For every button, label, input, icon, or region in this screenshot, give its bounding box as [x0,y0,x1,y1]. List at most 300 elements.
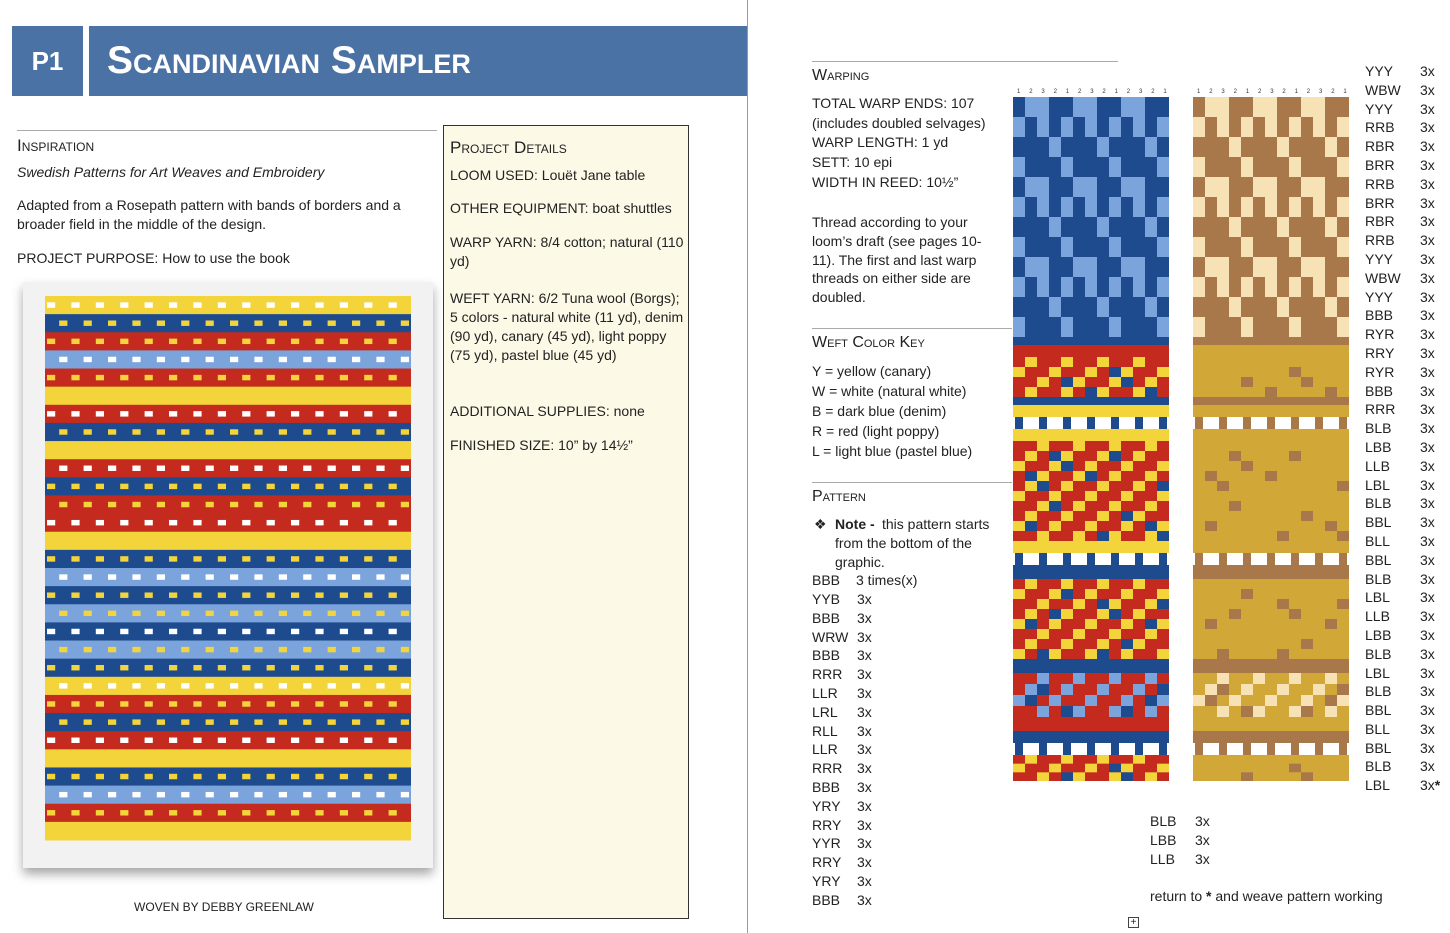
woven-float [193,520,201,525]
band-motif-cell [1025,579,1037,589]
woven-float [96,520,104,525]
woven-float [267,556,275,561]
band-check-cell [1063,743,1071,755]
band-motif-cell [1133,579,1145,589]
band-motif-cell [1301,695,1313,706]
woven-float [401,611,409,616]
woven-float [145,375,153,380]
woven-float [340,556,348,561]
band-motif-cell [1301,706,1313,717]
field-motif-cell [1073,97,1085,117]
woven-float [47,339,55,344]
draft-graphic-primary [1013,85,1173,785]
band-check-cell [1063,417,1071,429]
woven-float [206,647,214,652]
woven-float [193,629,201,634]
woven-float [108,538,116,543]
band-motif-cell [1097,451,1109,461]
field-motif-cell [1265,277,1277,297]
weft-key-rule [812,328,1012,329]
woven-float [218,592,226,597]
band-motif-cell [1121,706,1133,717]
woven-float [230,429,238,434]
woven-float [59,611,67,616]
band-motif-cell [1085,461,1097,471]
woven-float [145,665,153,670]
band-motif-cell [1013,491,1025,501]
band-motif-cell [1013,521,1025,531]
band-motif-cell [1157,481,1169,491]
band-motif-cell [1121,461,1133,471]
woven-float [120,738,128,743]
woven-float [230,502,238,507]
woven-float [157,683,165,688]
field-motif-cell [1313,277,1325,297]
band-motif-cell [1253,441,1265,451]
woven-float [291,556,299,561]
woven-float [279,502,287,507]
woven-float [267,411,275,416]
project-details-heading: Project Details [450,138,567,157]
woven-float [71,302,79,307]
band-solid [1013,337,1169,345]
band-motif-cell [1109,441,1121,451]
band-motif-cell [1037,471,1049,481]
band-motif-cell [1085,589,1097,599]
woven-float [96,774,104,779]
band-motif-cell [1121,521,1133,531]
woven-float [291,592,299,597]
woven-float [291,810,299,815]
woven-float [328,502,336,507]
field-motif-cell [1337,197,1349,217]
band-check-cell [1111,417,1119,429]
warping-line: TOTAL WARP ENDS: 107 [812,95,975,111]
woven-float [340,302,348,307]
woven-float [71,810,79,815]
field-motif-cell [1229,217,1241,237]
field-motif-cell [1301,177,1313,197]
note-text: this pattern starts from the bottom of the graphic. [835,516,990,570]
band-motif-cell [1289,501,1301,511]
woven-float [315,629,323,634]
band-motif-cell [1289,377,1301,387]
field-motif-cell [1289,317,1301,337]
detail-supplies: ADDITIONAL SUPPLIES: none [450,403,645,419]
woven-float [108,357,116,362]
weft-key-item: L = light blue (pastel blue) [812,443,973,459]
woven-float [279,538,287,543]
woven-float [376,756,384,761]
field-motif-cell [1157,197,1169,217]
band-motif-cell [1205,695,1217,706]
woven-float [352,502,360,507]
woven-float [108,756,116,761]
band-motif-cell [1049,589,1061,599]
woven-float [315,665,323,670]
woven-float [242,774,250,779]
field-motif-cell [1013,197,1025,217]
woven-float [401,466,409,471]
woven-float [218,375,226,380]
band-motif-cell [1217,649,1229,659]
band-check-cell [1267,743,1275,755]
band-check-cell [1267,417,1275,429]
woven-float [242,484,250,489]
band-motif-cell [1337,491,1349,501]
woven-float [108,611,116,616]
band-motif-cell [1265,491,1277,501]
field-motif-cell [1265,177,1277,197]
woven-float [71,774,79,779]
woven-float [132,683,140,688]
woven-float [157,357,165,362]
woven-float [181,393,189,398]
woven-float [328,828,336,833]
band-motif-cell [1037,673,1049,684]
band-motif-cell [1241,684,1253,695]
band-check-cell [1195,743,1203,755]
woven-float [303,792,311,797]
band-motif-cell [1193,491,1205,501]
woven-float [59,828,67,833]
band-motif-cell [1145,377,1157,387]
woven-float [59,647,67,652]
band-check-cell [1291,417,1299,429]
woven-float [108,393,116,398]
woven-float [401,828,409,833]
expand-icon[interactable]: + [1128,917,1139,928]
band-motif-cell [1253,377,1265,387]
woven-float [389,302,397,307]
woven-float [267,447,275,452]
field-motif-cell [1061,117,1073,137]
woven-float [193,701,201,706]
woven-float [230,647,238,652]
band-check-cell [1243,417,1251,429]
woven-float [328,574,336,579]
band-motif-cell [1085,367,1097,377]
field-motif-cell [1013,157,1025,177]
band-solid [1193,405,1349,417]
band-motif-cell [1037,772,1049,781]
woven-float [108,320,116,325]
woven-float [291,484,299,489]
field-motif-cell [1193,117,1205,137]
woven-float [47,375,55,380]
woven-float [303,756,311,761]
woven-float [120,774,128,779]
field-motif-cell [1097,137,1109,157]
woven-float [169,629,177,634]
woven-float [242,738,250,743]
woven-float [145,302,153,307]
woven-float [84,574,92,579]
band-solid [1193,397,1349,405]
band-motif-cell [1097,511,1109,521]
woven-float [71,375,79,380]
band-motif-cell [1013,589,1025,599]
woven-float [193,302,201,307]
woven-float [376,647,384,652]
field-motif-cell [1313,97,1325,117]
woven-float [157,538,165,543]
field-motif-cell [1229,297,1241,317]
woven-float [376,611,384,616]
band-motif-cell [1325,619,1337,629]
woven-float [303,611,311,616]
woven-float [157,502,165,507]
woven-float [59,429,67,434]
woven-float [254,429,262,434]
woven-float [193,411,201,416]
woven-float [267,375,275,380]
band-motif-cell [1325,441,1337,451]
band-motif-cell [1025,511,1037,521]
band-motif-cell [1061,639,1073,649]
band-motif-cell [1301,461,1313,471]
band-motif-cell [1097,531,1109,541]
woven-float [291,665,299,670]
band-motif-cell [1277,357,1289,367]
woven-float [132,502,140,507]
field-motif-cell [1265,257,1277,277]
woven-float [169,411,177,416]
draft-thread-number: 2 [1126,89,1131,95]
woven-float [59,357,67,362]
band-motif-cell [1157,764,1169,773]
band-check-cell [1159,743,1167,755]
band-motif-cell [1325,706,1337,717]
band-motif-cell [1193,695,1205,706]
band-motif-cell [1073,501,1085,511]
band-motif-cell [1241,579,1253,589]
woven-float [218,665,226,670]
woven-float [206,429,214,434]
field-motif-cell [1265,97,1277,117]
woven-float [315,302,323,307]
band-motif-cell [1013,461,1025,471]
woven-float [108,828,116,833]
woven-float [389,411,397,416]
field-motif-cell [1085,277,1097,297]
band-solid [1193,659,1349,673]
field-motif-cell [1037,97,1049,117]
band-motif-cell [1325,772,1337,781]
field-motif-cell [1277,217,1289,237]
band-motif-cell [1205,684,1217,695]
woven-float [218,738,226,743]
band-motif-cell [1025,639,1037,649]
woven-float [389,810,397,815]
woven-float [328,393,336,398]
woven-float [193,665,201,670]
band-motif-cell [1337,764,1349,773]
band-motif-cell [1085,649,1097,659]
woven-float [181,756,189,761]
woven-float [96,665,104,670]
woven-float [291,375,299,380]
woven-float [279,756,287,761]
weft-key-item: W = white (natural white) [812,383,967,399]
woven-float [47,810,55,815]
woven-float [254,538,262,543]
band-motif-cell [1049,501,1061,511]
band-motif-cell [1193,521,1205,531]
band-motif-cell [1145,387,1157,397]
band-motif-cell [1205,619,1217,629]
woven-float [157,719,165,724]
woven-float [340,629,348,634]
field-motif-cell [1061,237,1073,257]
weft-key-item: Y = yellow (canary) [812,363,932,379]
band-motif-cell [1301,619,1313,629]
woven-float [328,466,336,471]
woven-float [169,520,177,525]
drawdown-primary [1013,85,1173,785]
woven-float [389,592,397,597]
band-motif-cell [1325,599,1337,609]
woven-float [364,629,372,634]
woven-float [303,393,311,398]
thread-note: Thread according to your loom’s draft (see pages 10-11). The first and last warp threads on either side are doubled. [812,214,982,306]
weft-key-item: B = dark blue (denim) [812,403,947,419]
field-motif-cell [1049,217,1061,237]
woven-float [181,502,189,507]
woven-float [364,411,372,416]
field-motif-cell [1193,197,1205,217]
woven-float [242,629,250,634]
woven-float [254,466,262,471]
woven-float [120,484,128,489]
band-motif-cell [1085,491,1097,501]
band-check-cell [1195,417,1203,429]
band-motif-cell [1157,521,1169,531]
band-motif-cell [1205,755,1217,764]
woven-float [279,647,287,652]
warping-details [812,94,986,193]
woven-float [206,792,214,797]
woven-float [254,647,262,652]
band-motif-cell [1217,501,1229,511]
woven-float [84,502,92,507]
field-motif-cell [1109,317,1121,337]
woven-float [169,339,177,344]
field-motif-cell [1085,197,1097,217]
band-check-cell [1135,553,1143,565]
field-motif-cell [1301,257,1313,277]
band-motif-cell [1073,629,1085,639]
woven-float [352,429,360,434]
band-motif-cell [1277,755,1289,764]
band-motif-cell [1049,491,1061,501]
woven-float [315,738,323,743]
band-check-cell [1087,553,1095,565]
woven-float [267,339,275,344]
woven-float [340,447,348,452]
band-motif-cell [1301,649,1313,659]
woven-float [401,756,409,761]
woven-float [352,647,360,652]
woven-float [47,556,55,561]
woven-float [59,538,67,543]
field-motif-cell [1121,97,1133,117]
woven-float [157,466,165,471]
woven-float [340,810,348,815]
repeat-instruction: return to * and weave pattern working [1150,888,1383,904]
band-motif-cell [1061,461,1073,471]
woven-float [230,393,238,398]
band-motif-cell [1217,706,1229,717]
band-motif-cell [1253,673,1265,684]
band-motif-cell [1025,451,1037,461]
woven-float [401,538,409,543]
band-motif-cell [1121,764,1133,773]
woven-float [157,429,165,434]
woven-float [340,375,348,380]
band-motif-cell [1097,387,1109,397]
band-motif-cell [1253,706,1265,717]
draft-thread-number: 2 [1102,89,1106,95]
band-motif-cell [1241,755,1253,764]
draft-thread-number: 1 [1245,89,1250,95]
woven-float [242,411,250,416]
band-motif-cell [1241,451,1253,461]
band-motif-cell [1205,639,1217,649]
woven-float [206,466,214,471]
field-motif-cell [1313,117,1325,137]
band-check-cell [1291,743,1299,755]
woven-float [364,810,372,815]
band-motif-cell [1121,377,1133,387]
woven-float [364,484,372,489]
woven-float [230,683,238,688]
band-motif-cell [1145,501,1157,511]
band-motif-cell [1037,649,1049,659]
field-motif-cell [1289,197,1301,217]
band-motif-cell [1121,589,1133,599]
field-motif-cell [1325,217,1337,237]
woven-float [120,810,128,815]
woven-float [254,828,262,833]
woven-float [71,701,79,706]
woven-float [169,738,177,743]
woven-float [352,357,360,362]
woven-float [303,828,311,833]
band-motif-cell [1121,367,1133,377]
band-motif-cell [1325,387,1337,397]
band-motif-cell [1241,481,1253,491]
band-motif-cell [1073,772,1085,781]
inspiration-heading: Inspiration [17,136,95,155]
woven-float [279,611,287,616]
draft-graphic-alternate [1193,85,1353,785]
band-check-cell [1087,743,1095,755]
band-motif-cell [1313,451,1325,461]
woven-float [145,738,153,743]
band-motif-cell [1277,609,1289,619]
field-motif-cell [1217,257,1229,277]
woven-float [59,393,67,398]
woven-float [340,701,348,706]
band-motif-cell [1241,511,1253,521]
woven-float [303,466,311,471]
band-motif-cell [1325,521,1337,531]
weft-key-list [812,361,972,461]
field-motif-cell [1133,277,1145,297]
woven-float [169,774,177,779]
woven-float [206,320,214,325]
